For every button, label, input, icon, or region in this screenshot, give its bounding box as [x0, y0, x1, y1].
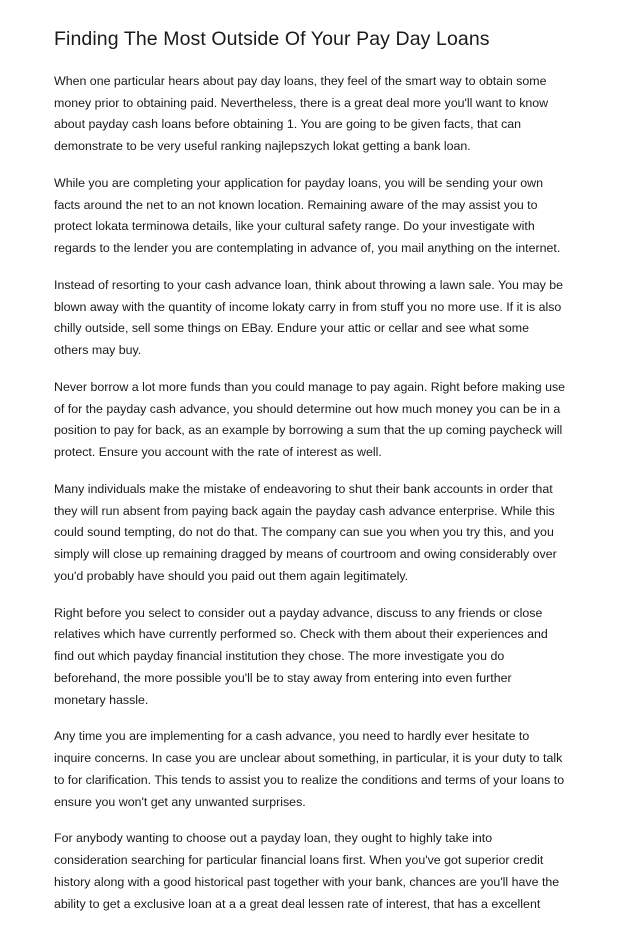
paragraph-line: to for clarification. This tends to assist you to realize the conditions and terms of your loans to	[54, 772, 565, 787]
paragraph-line: blown away with the quantity of income lokaty carry in from stuff you no more use. If it is also	[54, 299, 562, 314]
paragraph-8	[54, 828, 588, 915]
paragraph-line: Many individuals make the mistake of endeavoring to shut their bank accounts in order that	[54, 482, 553, 496]
paragraph-line: Instead of resorting to your cash advance loan, think about throwing a lawn sale. You may be	[54, 278, 564, 292]
paragraph-line: While you are completing your application for payday loans, you will be sending your own	[54, 176, 544, 190]
paragraph-line: of for the payday cash advance, you should determine out how much money you can be in a	[54, 401, 561, 416]
paragraph-line: ensure you won't get any unwanted surprises.	[54, 794, 306, 809]
paragraph-line: For anybody wanting to choose out a payday loan, they ought to highly take into	[54, 831, 493, 846]
paragraph-line: protect lokata terminowa details, like your cultural safety range. Do your investigate with	[54, 219, 535, 234]
paragraph-line: others may buy.	[54, 343, 142, 358]
paragraph-line: Any time you are implementing for a cash advance, you need to hardly ever hesitate to	[54, 729, 530, 744]
paragraph-1	[54, 71, 588, 158]
paragraph-line: regards to the lender you are contemplating in advance of, you mail anything on the internet.	[54, 241, 561, 256]
paragraph-line: ability to get a exclusive loan at a a great deal lessen rate of interest, that has a excellent	[54, 896, 541, 911]
paragraph-line: monetary hassle.	[54, 692, 149, 707]
paragraph-line: protect. Ensure you account with the rate of interest as well.	[54, 445, 382, 460]
document-title: Finding The Most Outside Of Your Pay Day Loans	[54, 28, 490, 50]
paragraph-line: chilly outside, sell some things on EBay. Endure your attic or cellar and see what some	[54, 321, 529, 336]
document-page	[54, 26, 588, 930]
paragraph-line: about payday cash loans before obtaining 1. You are going to be given facts, that can	[54, 117, 522, 132]
paragraph-line: you'd probably have should you paid out them again legitimately.	[54, 568, 409, 583]
paragraph-line: Never borrow a lot more funds than you could manage to pay again. Right before making use	[54, 380, 566, 394]
paragraph-line: they will run absent from paying back again the payday cash advance enterprise. While this	[54, 503, 555, 518]
paragraph-3	[54, 275, 588, 362]
paragraph-line: inquire concerns. In case you are unclear about something, in particular, it is your duty to talk	[54, 751, 563, 766]
paragraph-line: When one particular hears about pay day loans, they feel of the smart way to obtain some	[54, 74, 547, 88]
paragraph-line: simply will close up remaining dragged by means of courtroom and owing considerably over	[54, 547, 557, 562]
paragraph-line: beforehand, the more possible you'll be to stay away from entering into even further	[54, 670, 512, 685]
paragraph-5	[54, 479, 588, 588]
paragraph-line: Right before you select to consider out a payday advance, discuss to any friends or close	[54, 605, 543, 620]
paragraph-line: history along with a good historical past together with your bank, chances are you'll have the	[54, 874, 560, 889]
paragraph-line: find out which payday financial institution they chose. The more investigate you do	[54, 649, 505, 664]
paragraph-line: facts around the net to an not known location. Remaining aware of the may assist you to	[54, 197, 538, 212]
paragraph-6	[54, 603, 588, 712]
paragraph-2	[54, 173, 588, 260]
paragraph-line: consideration searching for particular financial loans first. When you've got superior credit	[54, 853, 544, 868]
paragraph-line: position to pay for back, as an example by borrowing a sum that the up coming paycheck will	[54, 423, 563, 438]
paragraph-line: money prior to obtaining paid. Nevertheless, there is a great deal more you'll want to know	[54, 95, 549, 110]
paragraph-7	[54, 726, 588, 813]
paragraph-4	[54, 377, 588, 464]
paragraph-line: relatives which have currently performed so. Check with them about their experiences and	[54, 627, 548, 642]
paragraph-line: could sound tempting, do not do that. The company can sue you when you try this, and you	[54, 525, 554, 540]
paragraph-line: demonstrate to be very useful ranking najlepszych lokat getting a bank loan.	[54, 139, 471, 154]
